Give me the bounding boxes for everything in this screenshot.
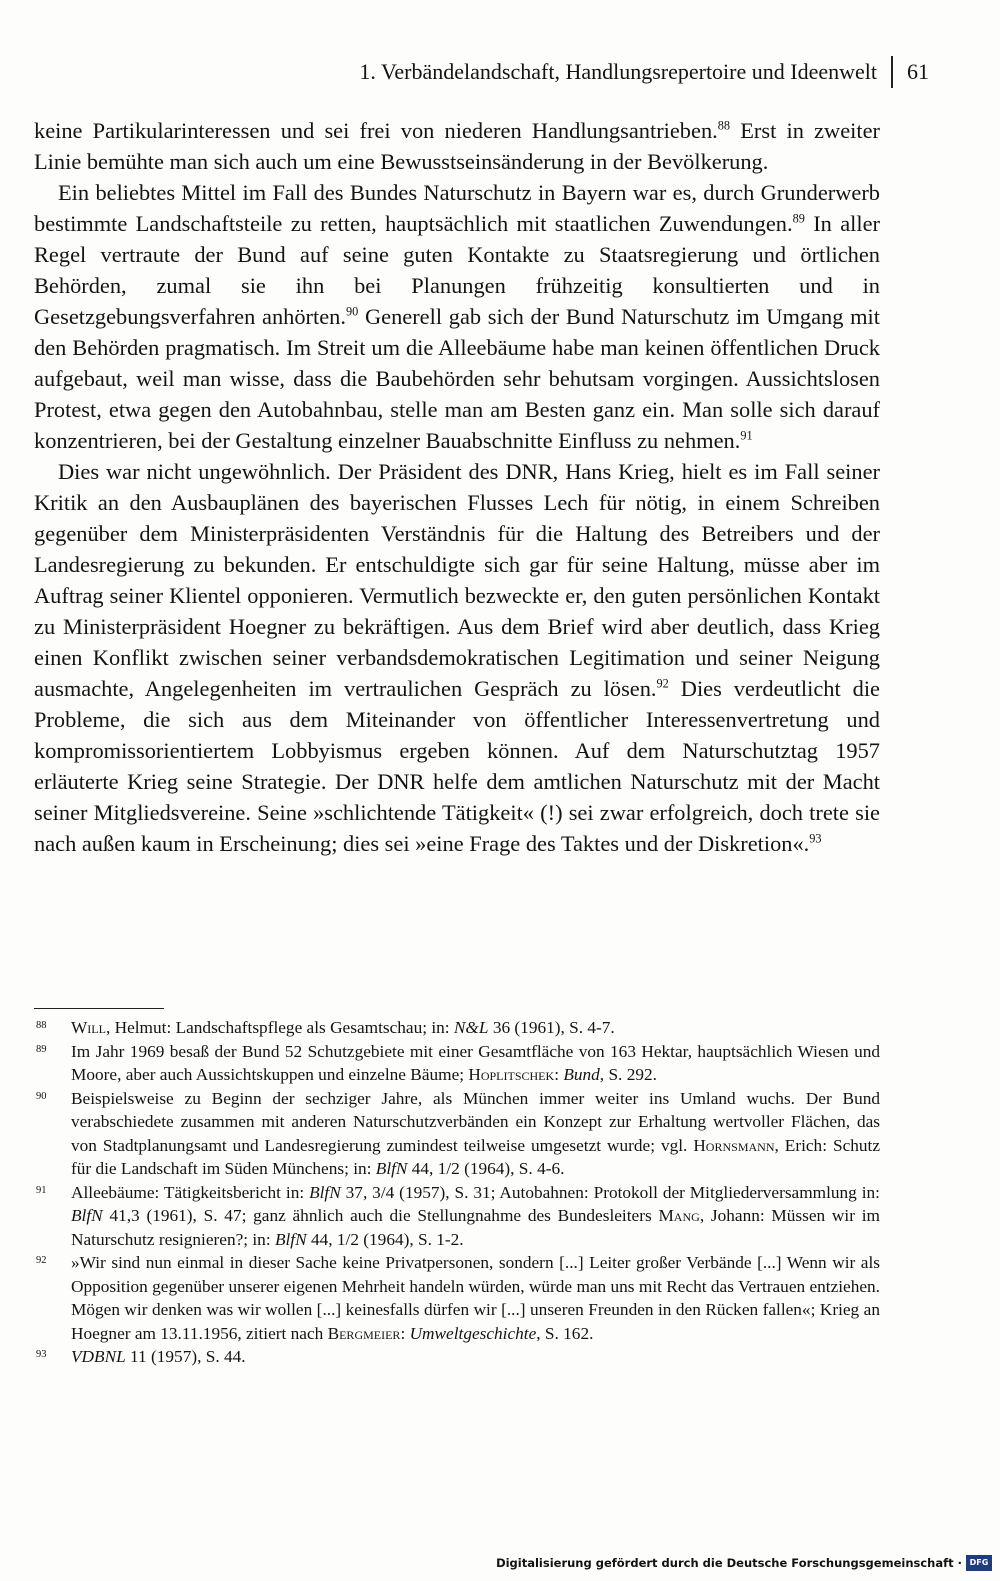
footnote-divider (34, 1008, 164, 1009)
author-name: Hoplitschek (468, 1065, 555, 1084)
footnote-ref[interactable]: 88 (717, 118, 731, 133)
footnote-segment: : (554, 1065, 564, 1084)
footnote-number: 89 (36, 1043, 47, 1055)
footnote-ref[interactable]: 93 (809, 831, 822, 846)
author-name: Bergmeier (327, 1323, 401, 1343)
footnote-text (71, 1345, 880, 1369)
publication-title: Umweltgeschichte (409, 1323, 537, 1343)
footnote-segment: 11 (1957), S. 44. (125, 1347, 246, 1366)
footnote-text (71, 1016, 880, 1040)
footnote-text (71, 1040, 880, 1087)
author-name: Will (71, 1018, 106, 1037)
author-name: Mang (658, 1206, 700, 1225)
footnote-segment: : (400, 1323, 410, 1343)
footnote-90 (34, 1087, 880, 1181)
footnote-93 (34, 1345, 880, 1369)
footnote-segment: Beispielsweise zu Beginn der sechziger Jahre, als München immer weiter ins Umland wuchs. Der Bund verabschiedete zusammen mit anderen Naturschutzverbänden ein Konzept zur Erhaltung wertvoller Flächen, das von Stadtplanungsamt und Landesregierung zumindest teilweise umgesetzt wurde; vgl. (71, 1088, 880, 1155)
footnote-88 (34, 1016, 880, 1040)
footnote-text (71, 1181, 880, 1252)
publication-title: Bund (563, 1065, 600, 1084)
footnotes (34, 1016, 880, 1369)
running-head-divider (891, 56, 893, 88)
footnote-segment: 36 (1961), S. 4-7. (488, 1018, 615, 1037)
footnote-ref[interactable]: 89 (792, 211, 805, 226)
footnote-segment: , Johann: Müssen wir im Naturschutz resignieren?; in: (71, 1206, 880, 1249)
paragraph-1 (34, 115, 880, 177)
footnote-91 (34, 1181, 880, 1252)
footnote-segment: 41,3 (1961), S. 47; ganz ähnlich auch die Stellungnahme des Bundesleiters (102, 1206, 659, 1225)
footnote-segment: Im Jahr 1969 besaß der Bund 52 Schutzgebiete mit einer Gesamtfläche von 163 Hektar, hauptsächlich Wiesen und Moore, aber auch Aussichtskuppen und einzelne Bäume; (71, 1041, 880, 1084)
credit-text: Digitalisierung gefördert durch die Deutsche Forschungsgemeinschaft (496, 1556, 954, 1570)
publication-title: N&L (453, 1018, 489, 1037)
footnote-segment: 44, 1/2 (1964), S. 4-6. (407, 1159, 565, 1178)
running-head-title: 1. Verbändelandschaft, Handlungsrepertoire und Ideenwelt (359, 59, 877, 84)
publication-title: BlfN (274, 1229, 307, 1249)
credit-separator: · (957, 1556, 962, 1570)
running-head (0, 52, 937, 92)
footnote-segment: , S. 162. (536, 1323, 594, 1343)
paragraph-text: Ein beliebtes Mittel im Fall des Bundes Naturschutz in Bayern war es, durch Grunderwerb bestimmte Landschaftsteile zu retten, hauptsächlich mit staatlichen Zuwendungen. (34, 180, 880, 236)
footnote-number: 91 (36, 1184, 47, 1196)
footnote-89 (34, 1040, 880, 1087)
footnote-92 (34, 1251, 880, 1345)
publication-title: BlfN (71, 1206, 103, 1225)
paragraph-text: keine Partikularinteressen und sei frei von niederen Handlungsantrieben. (34, 118, 718, 143)
footnote-segment: , Helmut: Landschaftspflege als Gesamtschau; in: (105, 1018, 454, 1037)
footnote-number: 90 (36, 1090, 47, 1102)
footnote-segment: 44, 1/2 (1964), S. 1-2. (306, 1229, 464, 1249)
footnote-text (71, 1087, 880, 1181)
footnote-number: 92 (36, 1255, 47, 1266)
paragraph-text: Erst in zweiter Linie bemühte man sich auch um eine Bewusstseinsänderung in der Bevölkerung. (34, 118, 880, 174)
footnote-number: 93 (36, 1349, 47, 1360)
footnote-ref[interactable]: 92 (656, 676, 669, 691)
footnote-segment: »Wir sind nun einmal in dieser Sache keine Privatpersonen, sondern [...] Leiter großer Verbände [...] Wenn wir als Opposition gegenüber unserer eigenen Mehrheit handeln würden, würde man uns mit Recht das Vertrauen entziehen. Mögen wir denken was wir wollen [...] keinesfalls dürfen wir [...] unseren Freunden in den Rücken fallen«; Krieg an Hoegner am 13.11.1956, zitiert nach (71, 1253, 880, 1343)
dfg-logo-icon: DFG (966, 1555, 992, 1571)
page-number: 61 (907, 59, 929, 84)
digitization-credit (496, 1553, 992, 1573)
footnote-text (71, 1251, 880, 1345)
footnote-segment: 37, 3/4 (1957), S. 31; Autobahnen: Protokoll der Mitgliederversammlung in: (340, 1182, 880, 1202)
paragraph-3 (34, 456, 880, 859)
footnote-segment: Alleebäume: Tätigkeitsbericht in: (71, 1182, 310, 1202)
footnote-segment: , S. 292. (599, 1065, 657, 1084)
paragraph-text: In aller Regel vertraute der Bund auf seine guten Kontakte zu Staatsregierung und örtlichen Behörden, zumal sie ihn bei Planungen frühzeitig konsultierten und in Gesetzgebungsverfahren anhörten. (34, 211, 881, 329)
footnote-segment: , Erich: Schutz für die Landschaft im Süden Münchens; in: (71, 1135, 880, 1178)
footnote-ref[interactable]: 90 (345, 304, 359, 319)
footnote-number: 88 (36, 1020, 47, 1031)
paragraph-text: Dies verdeutlicht die Probleme, die sich aus dem Miteinander von öffentlicher Interessenvertretung und kompromissorientiertem Lobbyismus ergeben können. Auf dem Naturschutztag 1957 erläuterte Krieg seine Strategie. Der DNR helfe dem amtlichen Naturschutz mit der Macht seiner Mitgliedsvereine. Seine »schlichtende Tätigkeit« (!) sei zwar erfolgreich, doch trete sie nach außen kaum in Erscheinung; dies sei »eine Frage des Taktes und der Diskretion«. (34, 676, 880, 856)
body-text (34, 115, 880, 859)
author-name: Hornsmann (693, 1135, 775, 1155)
paragraph-text: Generell gab sich der Bund Naturschutz im Umgang mit den Behörden pragmatisch. Im Streit um die Alleebäume habe man keinen öffentlichen Druck aufgebaut, weil man wisse, dass die Baubehörden sehr behutsam vorgingen. Aussichtslosen Protest, etwa gegen den Autobahnbau, stelle man am Besten ganz ein. Man solle sich darauf konzentrieren, bei der Gestaltung einzelner Bauabschnitte Einfluss zu nehmen. (34, 304, 880, 453)
paragraph-text: Dies war nicht ungewöhnlich. Der Präsident des DNR, Hans Krieg, hielt es im Fall seiner Kritik an den Ausbauplänen des bayerischen Flusses Lech für nötig, in einem Schreiben gegenüber dem Ministerpräsidenten Verständnis für die Haltung des Betreibers und der Landesregierung zu bekunden. Er entschuldigte sich gar für seine Haltung, müsse aber im Auftrag seiner Klientel opponieren. Vermutlich bezweckte er, den guten persönlichen Kontakt zu Ministerpräsident Hoegner zu bekräftigen. Aus dem Brief wird aber deutlich, dass Krieg einen Konflikt zwischen seiner verbandsdemokratischen Legitimation und seiner Neigung ausmachte, Angelegenheiten im vertraulichen Gespräch zu lösen. (34, 459, 880, 701)
paragraph-2 (34, 177, 880, 456)
publication-title: BlfN (309, 1182, 341, 1202)
footnote-ref[interactable]: 91 (740, 428, 753, 443)
publication-title: BlfN (375, 1159, 408, 1178)
publication-title: VDBNL (71, 1347, 126, 1366)
